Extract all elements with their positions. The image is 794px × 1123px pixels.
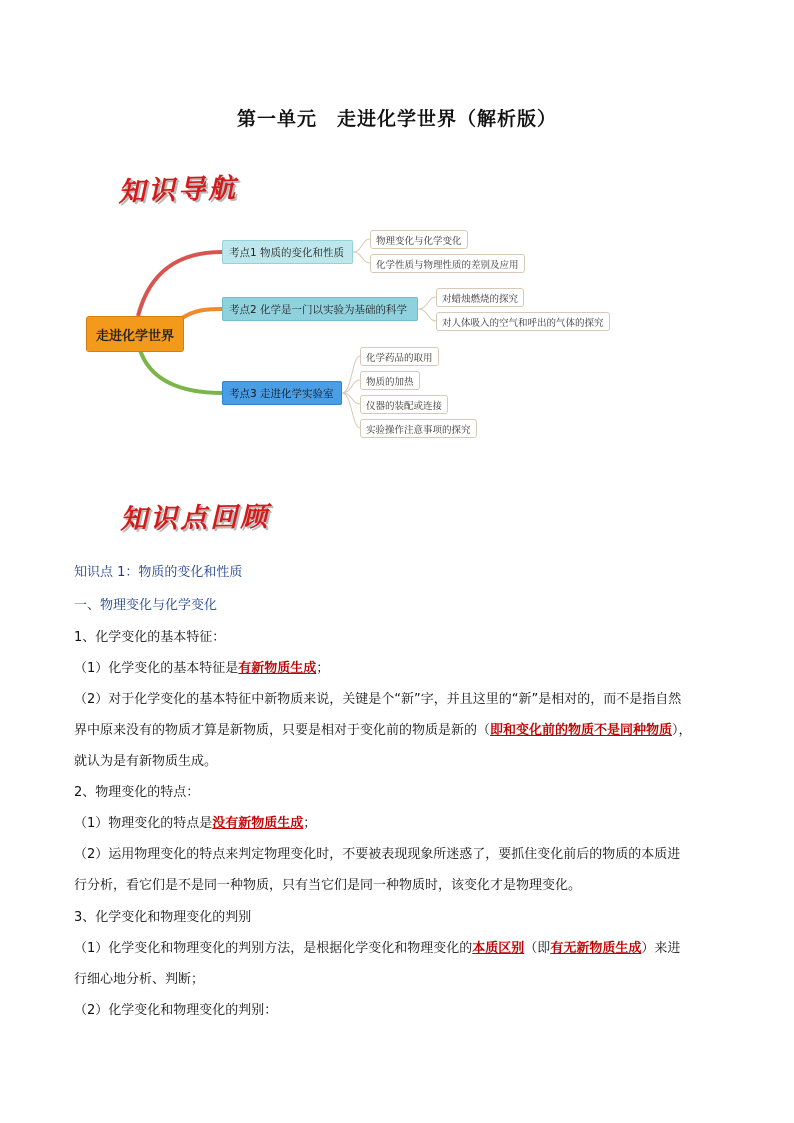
paragraph: （2）对于化学变化的基本特征中新物质来说，关键是个“新”字，并且这里的“新”是相对的，而不是指自然 — [74, 692, 682, 707]
knowledge-point-heading: 知识点 1：物质的变化和性质 — [74, 565, 243, 580]
paragraph: （1）化学变化的基本特征是有新物质生成； — [74, 661, 330, 676]
paragraph: （2）化学变化和物理变化的判别： — [74, 1003, 278, 1018]
subheading: 1、化学变化的基本特征： — [74, 630, 226, 645]
highlighted-term: 即和变化前的物质不是同种物质 — [490, 723, 673, 738]
mindmap-branch-topic-3: 考点3 走进化学实验室 — [222, 381, 342, 405]
page-title: 第一单元 走进化学世界（解析版） — [236, 108, 557, 130]
mindmap-leaf: 物质的加热 — [360, 371, 420, 390]
paragraph: （1）物理变化的特点是没有新物质生成； — [74, 816, 317, 831]
mindmap-leaf: 物理变化与化学变化 — [370, 230, 468, 249]
mindmap-leaf: 化学药品的取用 — [360, 347, 439, 366]
mindmap-root-node: 走进化学世界 — [86, 316, 184, 352]
paragraph: 行分析，看它们是不是同一种物质，只有当它们是同一种物质时，该变化才是物理变化。 — [74, 878, 582, 893]
mindmap-leaf: 仪器的装配或连接 — [360, 395, 448, 414]
paragraph: 界中原来没有的物质才算是新物质，只要是相对于变化前的物质是新的（即和变化前的物质不是同种物质）， — [74, 723, 692, 738]
highlighted-term: 有无新物质生成 — [550, 941, 642, 956]
highlighted-term: 没有新物质生成 — [212, 816, 304, 831]
paragraph: （2）运用物理变化的特点来判定物理变化时，不要被表现现象所迷惑了，要抓住变化前后的物质的本质进 — [74, 847, 681, 862]
mindmap-leaf: 化学性质与物理性质的差别及应用 — [370, 254, 525, 273]
mindmap-branch-topic-2: 考点2 化学是一门以实验为基础的科学 — [222, 297, 418, 321]
subheading: 2、物理变化的特点： — [74, 785, 200, 800]
section-heading: 一、物理变化与化学变化 — [74, 598, 218, 613]
mindmap-leaf: 对人体吸入的空气和呼出的气体的探究 — [436, 312, 610, 331]
highlighted-term: 有新物质生成 — [238, 661, 317, 676]
mindmap-branch-topic-1: 考点1 物质的变化和性质 — [222, 240, 353, 264]
paragraph: （1）化学变化和物理变化的判别方法，是根据化学变化和物理变化的本质区别（即有无新物质生成）来进 — [74, 941, 681, 956]
knowledge-review-banner: 知识点回顾 — [119, 501, 271, 536]
paragraph: 就认为是有新物质生成。 — [74, 754, 218, 769]
mindmap-leaf: 对蜡烛燃烧的探究 — [436, 288, 524, 307]
highlighted-term: 本质区别 — [472, 941, 525, 956]
paragraph: 行细心地分析、判断； — [74, 972, 205, 987]
knowledge-navigation-banner: 知识导航 — [117, 172, 239, 209]
subheading: 3、化学变化和物理变化的判别 — [74, 910, 252, 925]
mindmap-leaf: 实验操作注意事项的探究 — [360, 419, 477, 438]
